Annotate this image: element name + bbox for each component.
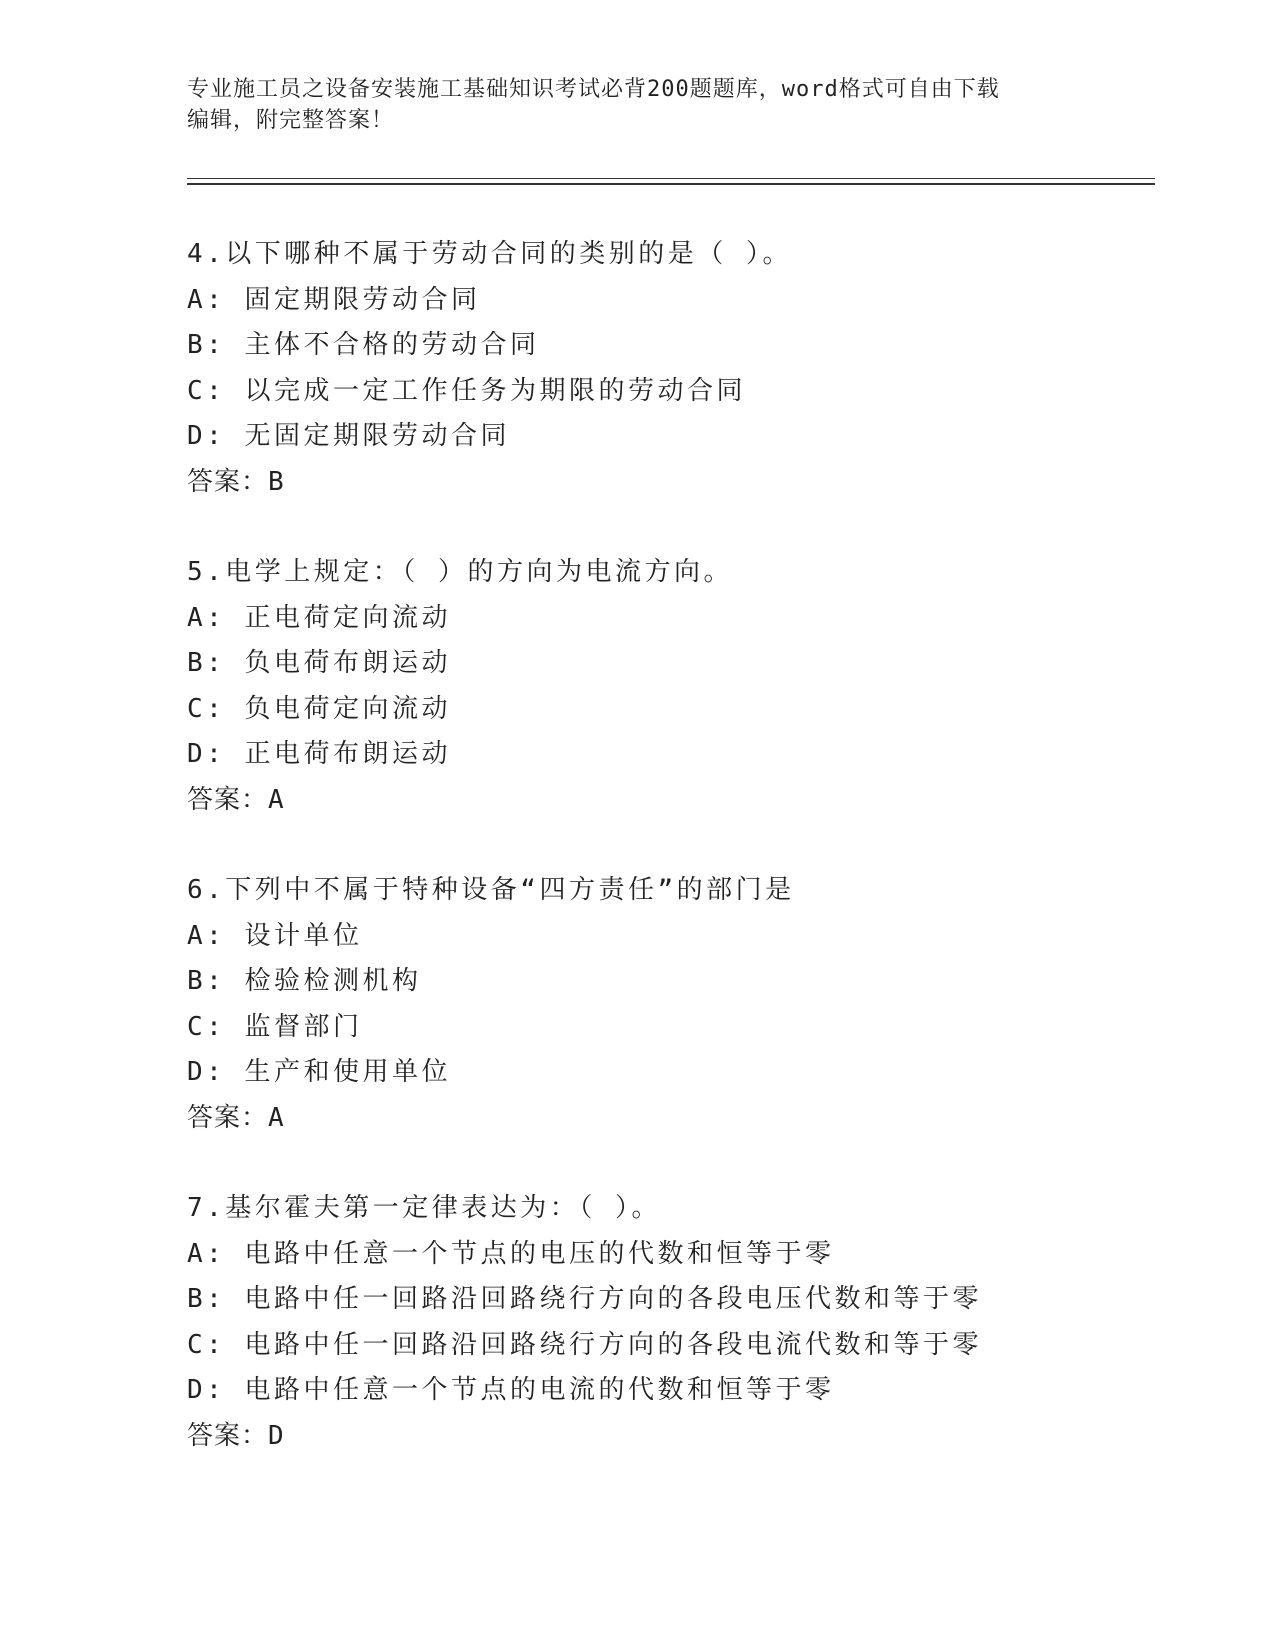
- answer-label: 答案：: [187, 784, 269, 815]
- answer-value: B: [268, 466, 285, 497]
- option-b: B: 负电荷布朗运动: [187, 648, 451, 678]
- question-block: [187, 232, 1155, 505]
- option-c: C: 电路中任一回路沿回路绕行方向的各段电流代数和等于零: [187, 1329, 982, 1360]
- header-line-2: 编辑，附完整答案！: [187, 108, 395, 133]
- option-c: C: 监督部门: [187, 1011, 363, 1042]
- answer-line: [187, 1096, 1155, 1142]
- question-stem: 7.基尔霍夫第一定律表达为：（ ）。: [187, 1193, 661, 1223]
- header-divider-thin: [187, 178, 1155, 179]
- option-a: A: 电路中任意一个节点的电压的代数和恒等于零: [187, 1238, 835, 1269]
- question-stem: 6.下列中不属于特种设备“四方责任”的部门是: [187, 875, 795, 905]
- answer-label: 答案：: [187, 1420, 269, 1451]
- option-c: C: 负电荷定向流动: [187, 693, 451, 724]
- question-block: [187, 550, 1155, 823]
- header-divider-thick: [187, 183, 1155, 185]
- option-b: B: 检验检测机构: [187, 966, 422, 996]
- answer-value: A: [268, 784, 285, 815]
- answer-line: [187, 460, 1155, 506]
- answer-label: 答案：: [187, 466, 269, 497]
- answer-line: [187, 778, 1155, 824]
- option-d: D: 正电荷布朗运动: [187, 739, 451, 769]
- answer-line: [187, 1414, 1155, 1460]
- option-a: A: 设计单位: [187, 920, 363, 951]
- option-a: A: 固定期限劳动合同: [187, 284, 481, 315]
- option-b: B: 电路中任一回路沿回路绕行方向的各段电压代数和等于零: [187, 1284, 982, 1314]
- header-line-1: 专业施工员之设备安装施工基础知识考试必背200题题库，word格式可自由下载: [187, 77, 1000, 102]
- option-c: C: 以完成一定工作任务为期限的劳动合同: [187, 375, 746, 406]
- answer-value: D: [268, 1420, 285, 1451]
- question-stem: 5.电学上规定：（ ）的方向为电流方向。: [187, 557, 733, 587]
- answer-label: 答案：: [187, 1102, 269, 1133]
- question-block: [187, 868, 1155, 1141]
- option-a: A: 正电荷定向流动: [187, 602, 451, 633]
- document-header: [187, 74, 1087, 136]
- option-d: D: 电路中任意一个节点的电流的代数和恒等于零: [187, 1375, 835, 1405]
- option-d: D: 无固定期限劳动合同: [187, 421, 510, 451]
- answer-value: A: [268, 1102, 285, 1133]
- option-b: B: 主体不合格的劳动合同: [187, 330, 540, 360]
- option-d: D: 生产和使用单位: [187, 1057, 451, 1087]
- question-stem: 4.以下哪种不属于劳动合同的类别的是（ ）。: [187, 239, 792, 269]
- question-block: [187, 1186, 1155, 1459]
